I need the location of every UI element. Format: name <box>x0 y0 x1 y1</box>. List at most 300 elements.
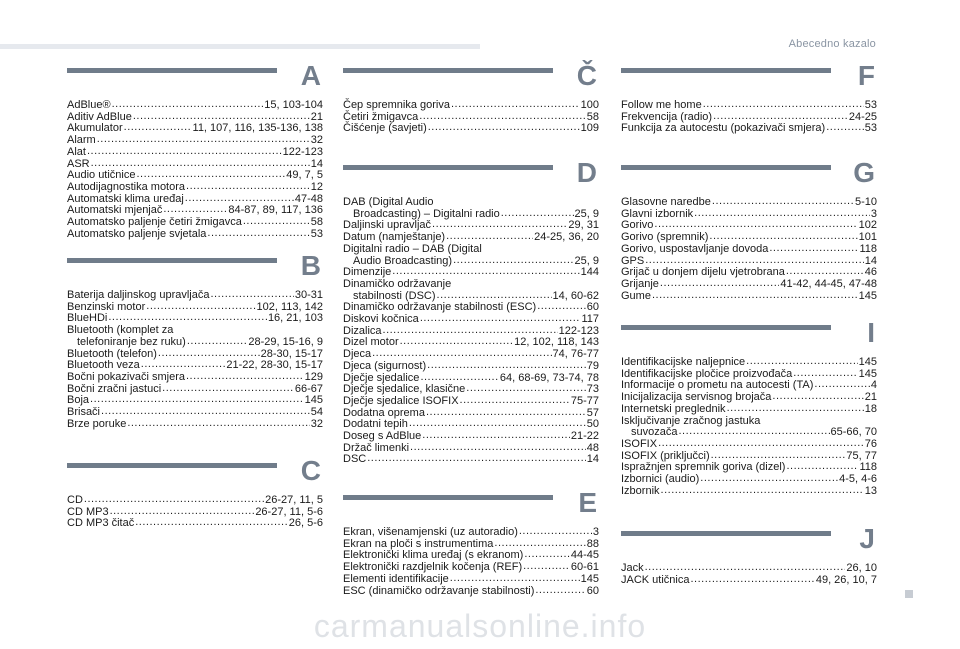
index-entry <box>621 123 877 135</box>
entry-text: Dodatna oprema <box>343 406 425 419</box>
section-letter: B <box>300 250 321 281</box>
dot-leader <box>524 549 570 561</box>
section-rule <box>67 463 277 468</box>
dot-leader <box>87 146 282 158</box>
dot-leader <box>124 122 192 134</box>
entry-text: CD MP3 čitač <box>67 517 135 530</box>
dot-leader <box>91 158 310 170</box>
entry-text-continued: stabilnosti (DSC) <box>353 289 436 302</box>
entry-pages: 29, 31 <box>568 219 599 232</box>
header-bar <box>0 44 480 49</box>
index-section-c <box>67 455 323 530</box>
entry-pages: 75-77 <box>570 394 599 407</box>
section-letter: E <box>578 487 597 518</box>
entry-text: Držač limenki <box>343 441 410 454</box>
entry-text: Bluetooth veza <box>67 359 140 372</box>
dot-leader <box>163 204 227 216</box>
entry-text: DAB (Digital Audio <box>343 196 434 208</box>
dot-leader <box>494 538 585 550</box>
corner-square <box>905 590 913 598</box>
entry-text: Aditiv AdBlue <box>67 110 132 123</box>
entry-pages: 57 <box>586 406 599 419</box>
entry-pages: 3 <box>870 207 877 220</box>
entry-pages: 21 <box>864 391 877 404</box>
entry-pages: 12 <box>310 180 323 193</box>
dot-leader <box>97 134 310 146</box>
entry-pages: 144 <box>580 266 599 279</box>
entry-pages: 117 <box>581 313 599 326</box>
entry-text: Alarm <box>67 134 96 147</box>
entry-text: Dinamičko održavanje stabilnosti (ESC) <box>343 301 537 314</box>
index-column-1 <box>67 60 323 530</box>
entry-pages: 26-27, 11, 5 <box>265 494 323 506</box>
entry-text: Izbornik <box>621 484 660 497</box>
dot-leader <box>141 359 226 371</box>
section-letter: I <box>867 317 875 348</box>
entry-pages: 24-25 <box>848 110 877 123</box>
dot-leader <box>158 348 260 360</box>
entry-text: Grijanje <box>621 277 659 290</box>
entry-pages: 60 <box>586 301 599 314</box>
entry-text: Gorivo, uspostavljanje dovoda <box>621 242 769 255</box>
dot-leader <box>645 255 864 267</box>
entry-text: Datum (namještanje) <box>343 231 446 244</box>
section-rule <box>621 68 831 73</box>
dot-leader <box>112 99 264 111</box>
dot-leader <box>186 181 310 193</box>
entry-pages: 122-123 <box>558 324 599 337</box>
index-section-i <box>621 317 877 523</box>
entry-text: Ispražnjen spremnik goriva (dizel) <box>621 461 786 474</box>
entry-text: Gorivo <box>621 219 654 232</box>
entry-pages: 26-27, 11, 5-6 <box>255 505 323 518</box>
dot-leader <box>661 485 864 497</box>
entry-pages: 84-87, 89, 117, 136 <box>228 204 323 217</box>
dot-leader <box>185 193 294 205</box>
entry-text: ESC (dinamičko održavanje stabilnosti) <box>343 584 535 597</box>
entry-pages: 14 <box>310 157 323 170</box>
entry-pages: 79 <box>586 359 599 372</box>
entry-pages: 12, 102, 118, 143 <box>514 336 599 349</box>
index-column-2 <box>343 60 599 597</box>
entry-text: Jack <box>621 562 644 574</box>
index-entry <box>67 229 323 241</box>
dot-leader <box>711 450 846 462</box>
dot-leader <box>654 219 857 231</box>
dot-leader <box>420 372 498 384</box>
dot-leader <box>537 301 586 313</box>
entry-pages: 26, 5-6 <box>288 517 323 530</box>
entry-pages: 145 <box>580 572 599 585</box>
entry-text: Frekvencija (radio) <box>621 110 713 123</box>
dot-leader <box>207 228 309 240</box>
entry-text: Benzinski motor <box>67 300 146 313</box>
section-rule <box>343 165 553 170</box>
entry-pages: 13 <box>864 484 877 497</box>
entry-pages: 48 <box>586 441 599 454</box>
entry-text: ASR <box>67 157 90 170</box>
entry-text: CD MP3 <box>67 505 109 518</box>
entry-text: Follow me home <box>621 99 702 111</box>
dot-leader <box>769 243 858 255</box>
dot-leader <box>432 219 567 231</box>
dot-leader <box>84 494 264 506</box>
entry-pages: 3 <box>592 526 599 538</box>
entry-text: Glasovne naredbe <box>621 196 711 208</box>
entry-text: Bočni zračni jastuci <box>67 382 162 395</box>
dot-leader <box>400 336 514 348</box>
entry-text: Internetski preglednik <box>621 402 726 415</box>
entry-text: Dimenzije <box>343 266 392 279</box>
dot-leader <box>450 573 580 585</box>
dot-leader <box>814 379 869 391</box>
section-letter: C <box>300 455 321 486</box>
section-rule <box>621 165 831 170</box>
entry-text: Čep spremnika goriva <box>343 99 450 111</box>
entry-pages: 53 <box>864 122 877 135</box>
dot-leader <box>137 169 286 181</box>
section-letter: Č <box>576 60 597 91</box>
index-entry <box>621 486 877 498</box>
dot-leader <box>135 517 288 529</box>
dot-leader <box>535 585 585 597</box>
dot-leader <box>186 371 304 383</box>
dot-leader <box>162 383 294 395</box>
entry-pages: 49, 26, 10, 7 <box>815 573 877 586</box>
dot-leader <box>437 290 552 302</box>
entry-pages: 4 <box>870 379 877 392</box>
entry-pages: 26, 10 <box>846 562 877 574</box>
section-rule <box>621 325 831 330</box>
entry-text: Izbornici (audio) <box>621 473 700 486</box>
dot-leader <box>460 395 570 407</box>
index-section-e <box>343 487 599 597</box>
entry-text: Elementi identifikacije <box>343 572 449 585</box>
entry-list <box>67 100 323 240</box>
entry-text: Alat <box>67 145 86 158</box>
index-entry <box>343 586 599 598</box>
dot-leader <box>428 122 580 134</box>
dot-leader <box>709 231 857 243</box>
entry-list <box>621 563 877 586</box>
entry-pages: 16, 21, 103 <box>267 312 323 325</box>
entry-text: Autodijagnostika motora <box>67 180 186 193</box>
entry-list <box>343 527 599 597</box>
dot-leader <box>451 99 580 111</box>
dot-leader <box>712 196 854 208</box>
dot-leader <box>146 301 255 313</box>
entry-text: Doseg s AdBlue <box>343 430 422 443</box>
dot-leader <box>420 313 581 325</box>
entry-text: Funkcija za autocestu (pokazivači smjera) <box>621 122 826 135</box>
entry-pages: 11, 107, 116, 135-136, 138 <box>192 122 323 135</box>
entry-text: Grijač u donjem dijelu vjetrobrana <box>621 266 785 279</box>
entry-text: Ekran, višenamjenski (uz autoradio) <box>343 526 518 538</box>
entry-pages: 14, 60-62 <box>552 289 599 302</box>
entry-pages: 25, 9 <box>574 254 599 267</box>
section-letter: G <box>853 157 875 188</box>
entry-text-continued: suvozača <box>631 426 678 439</box>
dot-leader <box>453 255 573 267</box>
dot-leader <box>446 231 533 243</box>
entry-text: Inicijalizacija servisnog brojača <box>621 391 772 404</box>
entry-text: Dizalica <box>343 324 382 337</box>
dot-leader <box>700 473 838 485</box>
entry-pages: 118 <box>859 461 877 474</box>
dot-leader <box>108 312 267 324</box>
entry-pages: 32 <box>310 417 323 430</box>
dot-leader <box>660 278 779 290</box>
entry-text: Baterija daljinskog upravljača <box>67 289 210 301</box>
entry-text: JACK utičnica <box>621 573 690 586</box>
section-rule <box>67 258 277 263</box>
entry-text: Dječje sjedalice, klasične <box>343 383 466 396</box>
dot-leader <box>466 383 585 395</box>
dot-leader <box>367 453 586 465</box>
dot-leader <box>392 266 579 278</box>
entry-text: Elektronički razdjelnik kočenja (REF) <box>343 561 523 574</box>
entry-pages: 109 <box>580 122 599 135</box>
index-entry <box>343 279 599 302</box>
dot-leader <box>383 325 558 337</box>
index-section-c-caron <box>343 60 599 157</box>
index-column-3 <box>621 60 877 586</box>
entry-pages: 25, 9 <box>574 207 599 220</box>
entry-text: Digitalni radio – DAB (Digital <box>343 242 482 255</box>
entry-pages: 32 <box>310 134 323 147</box>
entry-text: Dizel motor <box>343 336 399 349</box>
entry-pages: 145 <box>858 356 877 368</box>
entry-text-continued: telefoniranje bez ruku) <box>77 335 186 348</box>
entry-pages: 50 <box>586 418 599 431</box>
dot-leader <box>501 208 574 220</box>
entry-text: Boja <box>67 394 90 407</box>
entry-pages: 41-42, 44-45, 47-48 <box>780 277 877 290</box>
entry-pages: 30-31 <box>294 289 323 301</box>
dot-leader <box>678 426 829 438</box>
index-section-a <box>67 60 323 250</box>
entry-pages: 15, 103-104 <box>264 99 323 111</box>
dot-leader <box>519 526 592 538</box>
entry-pages: 44-45 <box>570 549 599 562</box>
entry-pages: 4-5, 4-6 <box>839 473 877 486</box>
entry-text: Audio utičnice <box>67 169 136 182</box>
entry-text: Djeca (sigurnost) <box>343 359 427 372</box>
entry-text: Automatsko paljenje svjetala <box>67 227 207 240</box>
entry-text: Bočni pokazivači smjera <box>67 370 185 383</box>
entry-pages: 75, 77 <box>846 449 877 462</box>
entry-text: Dodatni tepih <box>343 418 408 431</box>
entry-text: Akumulator <box>67 122 123 135</box>
dot-leader <box>645 562 846 574</box>
entry-text: Gorivo (spremnik) <box>621 231 709 244</box>
dot-leader <box>713 111 848 123</box>
entry-pages: 102 <box>858 219 877 232</box>
dot-leader <box>372 348 551 360</box>
index-entry <box>343 244 599 267</box>
entry-pages: 64, 68-69, 73-74, 78 <box>499 371 599 384</box>
section-letter: J <box>859 523 875 554</box>
entry-text: Djeca <box>343 348 372 361</box>
entry-text: Automatski mjenjač <box>67 204 163 217</box>
entry-text: Elektronički klima uređaj (s ekranom) <box>343 549 524 562</box>
entry-pages: 100 <box>580 99 599 111</box>
dot-leader <box>133 111 310 123</box>
section-rule <box>67 68 277 73</box>
index-entry <box>621 575 877 587</box>
section-rule <box>621 531 831 536</box>
entry-pages: 14 <box>586 453 599 466</box>
dot-leader <box>427 360 586 372</box>
entry-pages: 88 <box>586 537 599 550</box>
entry-pages: 21-22, 28-30, 15-17 <box>226 359 323 372</box>
dot-leader <box>703 99 864 111</box>
index-entry <box>67 325 323 348</box>
dot-leader <box>243 216 310 228</box>
entry-pages: 122-123 <box>282 145 323 158</box>
dot-leader <box>419 111 586 123</box>
dot-leader <box>410 442 586 454</box>
entry-text: Daljinski upravljač <box>343 219 432 232</box>
index-entry <box>343 454 599 466</box>
entry-list <box>343 100 599 135</box>
dot-leader <box>746 356 858 368</box>
dot-leader <box>210 289 293 301</box>
entry-list <box>343 197 599 466</box>
entry-text: Dječje sjedalice <box>343 371 420 384</box>
entry-pages: 58 <box>586 110 599 123</box>
entry-pages: 54 <box>310 406 323 419</box>
entry-text: Informacije o prometu na autocesti (TA) <box>621 379 814 392</box>
entry-pages: 102, 113, 142 <box>256 300 323 313</box>
entry-pages: 18 <box>864 402 877 415</box>
entry-pages: 53 <box>864 99 877 111</box>
entry-text: ISOFIX (priključci) <box>621 449 710 462</box>
entry-pages: 101 <box>858 231 877 244</box>
entry-pages: 28-29, 15-16, 9 <box>248 335 323 348</box>
entry-text: Diskovi kočnica <box>343 313 419 326</box>
dot-leader <box>652 290 858 302</box>
entry-text: GPS <box>621 254 645 267</box>
entry-pages: 145 <box>858 367 877 380</box>
entry-list <box>621 100 877 135</box>
entry-pages: 65-66, 70 <box>830 426 877 439</box>
entry-text: Isključivanje zračnog jastuka <box>621 414 761 427</box>
entry-text: DSC <box>343 453 367 466</box>
index-entry <box>621 404 877 416</box>
entry-text: Automatsko paljenje četiri žmigavca <box>67 216 242 229</box>
entry-pages: 145 <box>858 289 877 302</box>
index-section-d <box>343 157 599 487</box>
section-rule <box>343 68 553 73</box>
index-section-b <box>67 250 323 455</box>
entry-list <box>67 290 323 430</box>
dot-leader <box>101 406 310 418</box>
entry-pages: 28-30, 15-17 <box>260 347 323 360</box>
entry-text: Identifikacijske pločice proizvođača <box>621 367 793 380</box>
entry-pages: 73 <box>586 383 599 396</box>
index-entry <box>621 291 877 303</box>
dot-leader <box>90 394 304 406</box>
dot-leader <box>786 266 864 278</box>
entry-pages: 66-67 <box>294 382 323 395</box>
entry-list <box>621 357 877 497</box>
entry-pages: 58 <box>310 216 323 229</box>
index-section-j <box>621 523 877 586</box>
entry-pages: 60 <box>586 584 599 597</box>
entry-text: Čišćenje (savjeti) <box>343 122 427 135</box>
dot-leader <box>658 438 864 450</box>
page-header-title: Abecedno kazalo <box>788 38 876 50</box>
index-entry <box>621 416 877 439</box>
entry-text: Bluetooth (komplet za <box>67 324 174 337</box>
dot-leader <box>426 407 586 419</box>
entry-text: Brisači <box>67 406 101 419</box>
index-entry <box>67 419 323 431</box>
dot-leader <box>127 418 309 430</box>
entry-pages: 60-61 <box>570 561 599 574</box>
dot-leader <box>422 430 570 442</box>
index-section-f <box>621 60 877 157</box>
entry-list <box>621 197 877 302</box>
dot-leader <box>110 506 255 518</box>
entry-pages: 49, 7, 5 <box>286 169 323 182</box>
entry-text: Bluetooth (telefon) <box>67 347 157 360</box>
entry-text: ISOFIX <box>621 437 658 450</box>
watermark: carmanualsonline.info <box>313 608 647 644</box>
dot-leader <box>793 368 857 380</box>
entry-pages: 21 <box>310 110 323 123</box>
entry-pages: 47-48 <box>294 192 323 205</box>
entry-list <box>67 495 323 530</box>
entry-text: Četiri žmigavca <box>343 110 419 123</box>
dot-leader <box>826 122 864 134</box>
entry-pages: 21-22 <box>570 430 599 443</box>
section-rule <box>343 495 553 500</box>
index-entry <box>67 518 323 530</box>
dot-leader <box>187 336 248 348</box>
entry-pages: 24-25, 36, 20 <box>534 231 599 244</box>
index-entry <box>343 123 599 135</box>
entry-pages: 74, 76-77 <box>552 348 599 361</box>
entry-text: CD <box>67 494 83 506</box>
entry-text: Glavni izbornik <box>621 207 694 220</box>
entry-pages: 53 <box>310 227 323 240</box>
entry-text: Ekran na ploči s instrumentima <box>343 537 494 550</box>
entry-text: BlueHDi <box>67 312 108 325</box>
section-letter: D <box>576 157 597 188</box>
dot-leader <box>727 403 864 415</box>
entry-pages: 76 <box>864 437 877 450</box>
entry-text: Identifikacijske naljepnice <box>621 356 746 368</box>
entry-pages: 129 <box>304 370 323 383</box>
entry-pages: 5-10 <box>854 196 877 208</box>
dot-leader <box>409 418 586 430</box>
entry-pages: 46 <box>864 266 877 279</box>
index-section-g <box>621 157 877 317</box>
section-letter: F <box>857 60 875 91</box>
entry-text: Dinamičko održavanje <box>343 277 452 290</box>
dot-leader <box>772 391 863 403</box>
entry-text: Dječje sjedalice ISOFIX <box>343 394 459 407</box>
entry-text: Brze poruke <box>67 417 127 430</box>
dot-leader <box>694 208 870 220</box>
entry-pages: 14 <box>864 254 877 267</box>
entry-text: Automatski klima uređaj <box>67 192 184 205</box>
section-letter: A <box>300 60 321 91</box>
dot-leader <box>690 574 814 586</box>
index-entry <box>343 197 599 220</box>
